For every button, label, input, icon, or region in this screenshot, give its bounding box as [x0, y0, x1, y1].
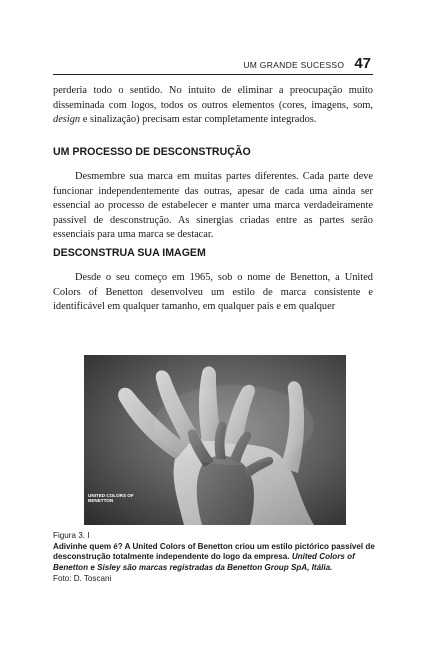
paragraph-1-text-a: perderia todo o sentido. No intuito de eliminar a preocupação muito disseminada com logos, todos os outros elementos (cores, imagens, som, — [53, 85, 373, 111]
page-number: 47 — [354, 55, 371, 72]
running-head — [243, 55, 371, 72]
running-head-section: UM GRANDE SUCESSO — [243, 60, 345, 70]
paragraph-1-italic: design — [53, 114, 81, 126]
figure-credit: Foto: D. Toscani — [53, 573, 112, 583]
header-rule — [53, 74, 373, 75]
heading-desconstrucao: UM PROCESSO DE DESCONSTRUÇÃO — [53, 146, 251, 158]
figure-trademark-note: United Colors of Benetton e Sisley são marcas registradas da Benetton Group SpA, Itália. — [53, 552, 355, 573]
paragraph-1-text-b: e sinalização) precisam estar completamente integrados. — [80, 114, 317, 126]
paragraph-2: Desmembre sua marca em muitas partes diferentes. Cada parte deve funcionar independentemente das outras, apesar de cada uma ainda ser essencial ao processo de estabelecer e manter uma marca verdadeiramente passível de desconstrução. As sinergias criadas entre as partes serão essenciais para uma marca se destacar. — [53, 171, 373, 241]
paragraph-3: Desde o seu começo em 1965, sob o nome de Benetton, a United Colors of Benetton desenvolveu um estilo de marca consistente e identificável em qualquer tamanho, em qualquer país e em qualquer — [53, 272, 373, 313]
paragraph-1 — [53, 84, 373, 128]
heading-imagem: DESCONSTRUA SUA IMAGEM — [53, 247, 206, 259]
figure-title: Adivinhe quem é? A United Colors of Benetton criou um estilo pictórico passível de desconstrução totalmente independente do logo da empresa. — [53, 541, 375, 562]
figure-caption — [53, 531, 379, 585]
photo-logo-text: UNITED COLORS OF BENETTON — [88, 493, 134, 504]
figure-label: Figura 3. I — [53, 531, 90, 540]
